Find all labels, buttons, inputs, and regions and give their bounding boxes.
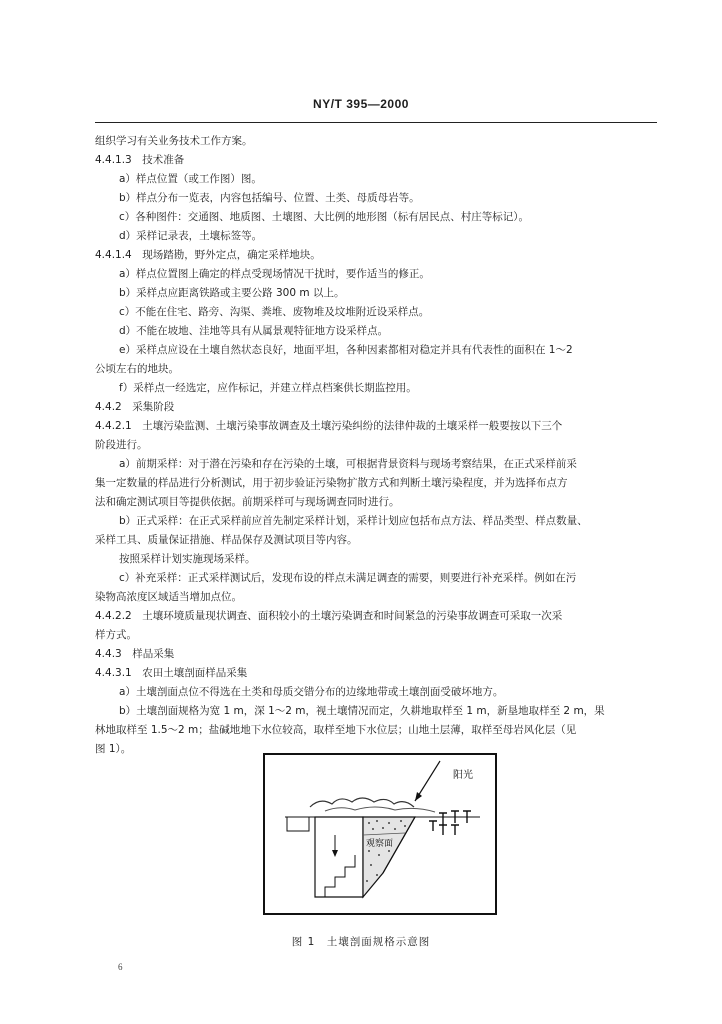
page-header: NY/T 395—2000 <box>313 97 409 111</box>
text-line: 4.4.2 采集阶段 <box>95 401 175 413</box>
text-line: 4.4.3 样品采集 <box>95 648 175 660</box>
text-line: f）采样点一经选定，应作标记，并建立样点档案供长期监控用。 <box>119 382 417 394</box>
text-line: a）土壤剖面点位不得选在土类和母质交错分布的边缘地带或土壤剖面受破坏地方。 <box>119 686 504 698</box>
text-line: c）不能在住宅、路旁、沟渠、粪堆、废物堆及坟堆附近设采样点。 <box>119 306 430 318</box>
text-line: a）前期采样：对于潜在污染和存在污染的土壤，可根据背景资料与现场考察结果，在正式采样前采 <box>119 458 577 470</box>
text-line: c）补充采样：正式采样测试后，发现布设的样点未满足调查的需要，则要进行补充采样。例如在污 <box>119 572 577 584</box>
text-line: 林地取样至 1.5～2 m；盐碱地地下水位较高，取样至地下水位层；山地土层薄，取样至母岩风化层（见 <box>95 724 577 736</box>
sun-label: 阳光 <box>453 770 473 781</box>
cloud-outline <box>325 807 435 812</box>
text-line: d）不能在坡地、洼地等具有从属景观特征地方设采样点。 <box>119 325 389 337</box>
page-number: 6 <box>118 962 123 972</box>
text-line: 采样工具、质量保证措施、样品保存及测试项目等内容。 <box>95 534 358 546</box>
text-line: c）各种图件：交通图、地质图、土壤图、大比例的地形图（标有居民点、村庄等标记）。 <box>119 211 530 223</box>
text-line: d）采样记录表，土壤标签等。 <box>119 230 263 242</box>
text-line: 染物高浓度区域适当增加点位。 <box>95 591 242 603</box>
text-line: 组织学习有关业务技术工作方案。 <box>95 135 253 147</box>
text-line: b）样点分布一览表，内容包括编号、位置、土类、母质母岩等。 <box>119 192 420 204</box>
sun-ray-arrowhead-icon <box>415 792 422 801</box>
text-line: 阶段进行。 <box>95 439 148 451</box>
header-divider <box>95 122 657 123</box>
figure-caption: 图 1 土壤剖面规格示意图 <box>291 936 431 948</box>
text-line: 集一定数量的样品进行分析测试，用于初步验证污染物扩散方式和判断土壤污染程度，并为选择布点方 <box>95 477 568 489</box>
text-line: b）采样点应距离铁路或主要公路 300 m 以上。 <box>119 287 345 299</box>
text-line: 图 1）。 <box>95 743 132 755</box>
observation-face <box>363 817 415 897</box>
plants-icon <box>429 811 471 835</box>
text-line: 按照采样计划实施现场采样。 <box>119 553 256 565</box>
text-line: 法和确定测试项目等提供依据。前期采样可与现场调查同时进行。 <box>95 496 400 508</box>
text-line: 4.4.2.2 土壤环境质量现状调查、面积较小的土壤污染调查和时间紧急的污染事故调查可采取一次采 <box>95 610 563 622</box>
text-line: a）样点位置图上确定的样点受现场情况干扰时，要作适当的修正。 <box>119 268 430 280</box>
body-text <box>95 132 657 759</box>
text-line: b）正式采样：在正式采样前应首先制定采样计划，采样计划应包括布点方法、样品类型、样点数量、 <box>119 515 588 527</box>
text-line: 4.4.2.1 土壤污染监测、土壤污染事故调查及土壤污染纠纷的法律仲裁的土壤采样一般要按以下三个 <box>95 420 563 432</box>
text-line: 4.4.3.1 农田土壤剖面样品采集 <box>95 667 248 679</box>
surface-block <box>287 817 309 831</box>
text-line: 4.4.1.4 现场踏勘，野外定点，确定采样地块。 <box>95 249 321 261</box>
text-line: 样方式。 <box>95 629 137 641</box>
observation-face-label: 观察面 <box>366 839 394 849</box>
soil-profile-diagram <box>265 755 495 913</box>
text-line: b）土壤剖面规格为宽 1 m，深 1～2 m，视土壤情况而定，久耕地取样至 1 m，新垦地取样至 2 m，果 <box>119 705 605 717</box>
text-line: a）样点位置（或工作图）图。 <box>119 173 262 185</box>
pit-left-wall <box>315 817 363 897</box>
text-line: 4.4.1.3 技术准备 <box>95 154 185 166</box>
figure-soil-profile <box>263 753 497 915</box>
text-line: 公顷左右的地块。 <box>95 363 179 375</box>
text-line: e）采样点应设在土壤自然状态良好，地面平坦，各种因素都相对稳定并具有代表性的面积在 1～2 <box>119 344 573 356</box>
cloud-outline <box>310 798 414 807</box>
